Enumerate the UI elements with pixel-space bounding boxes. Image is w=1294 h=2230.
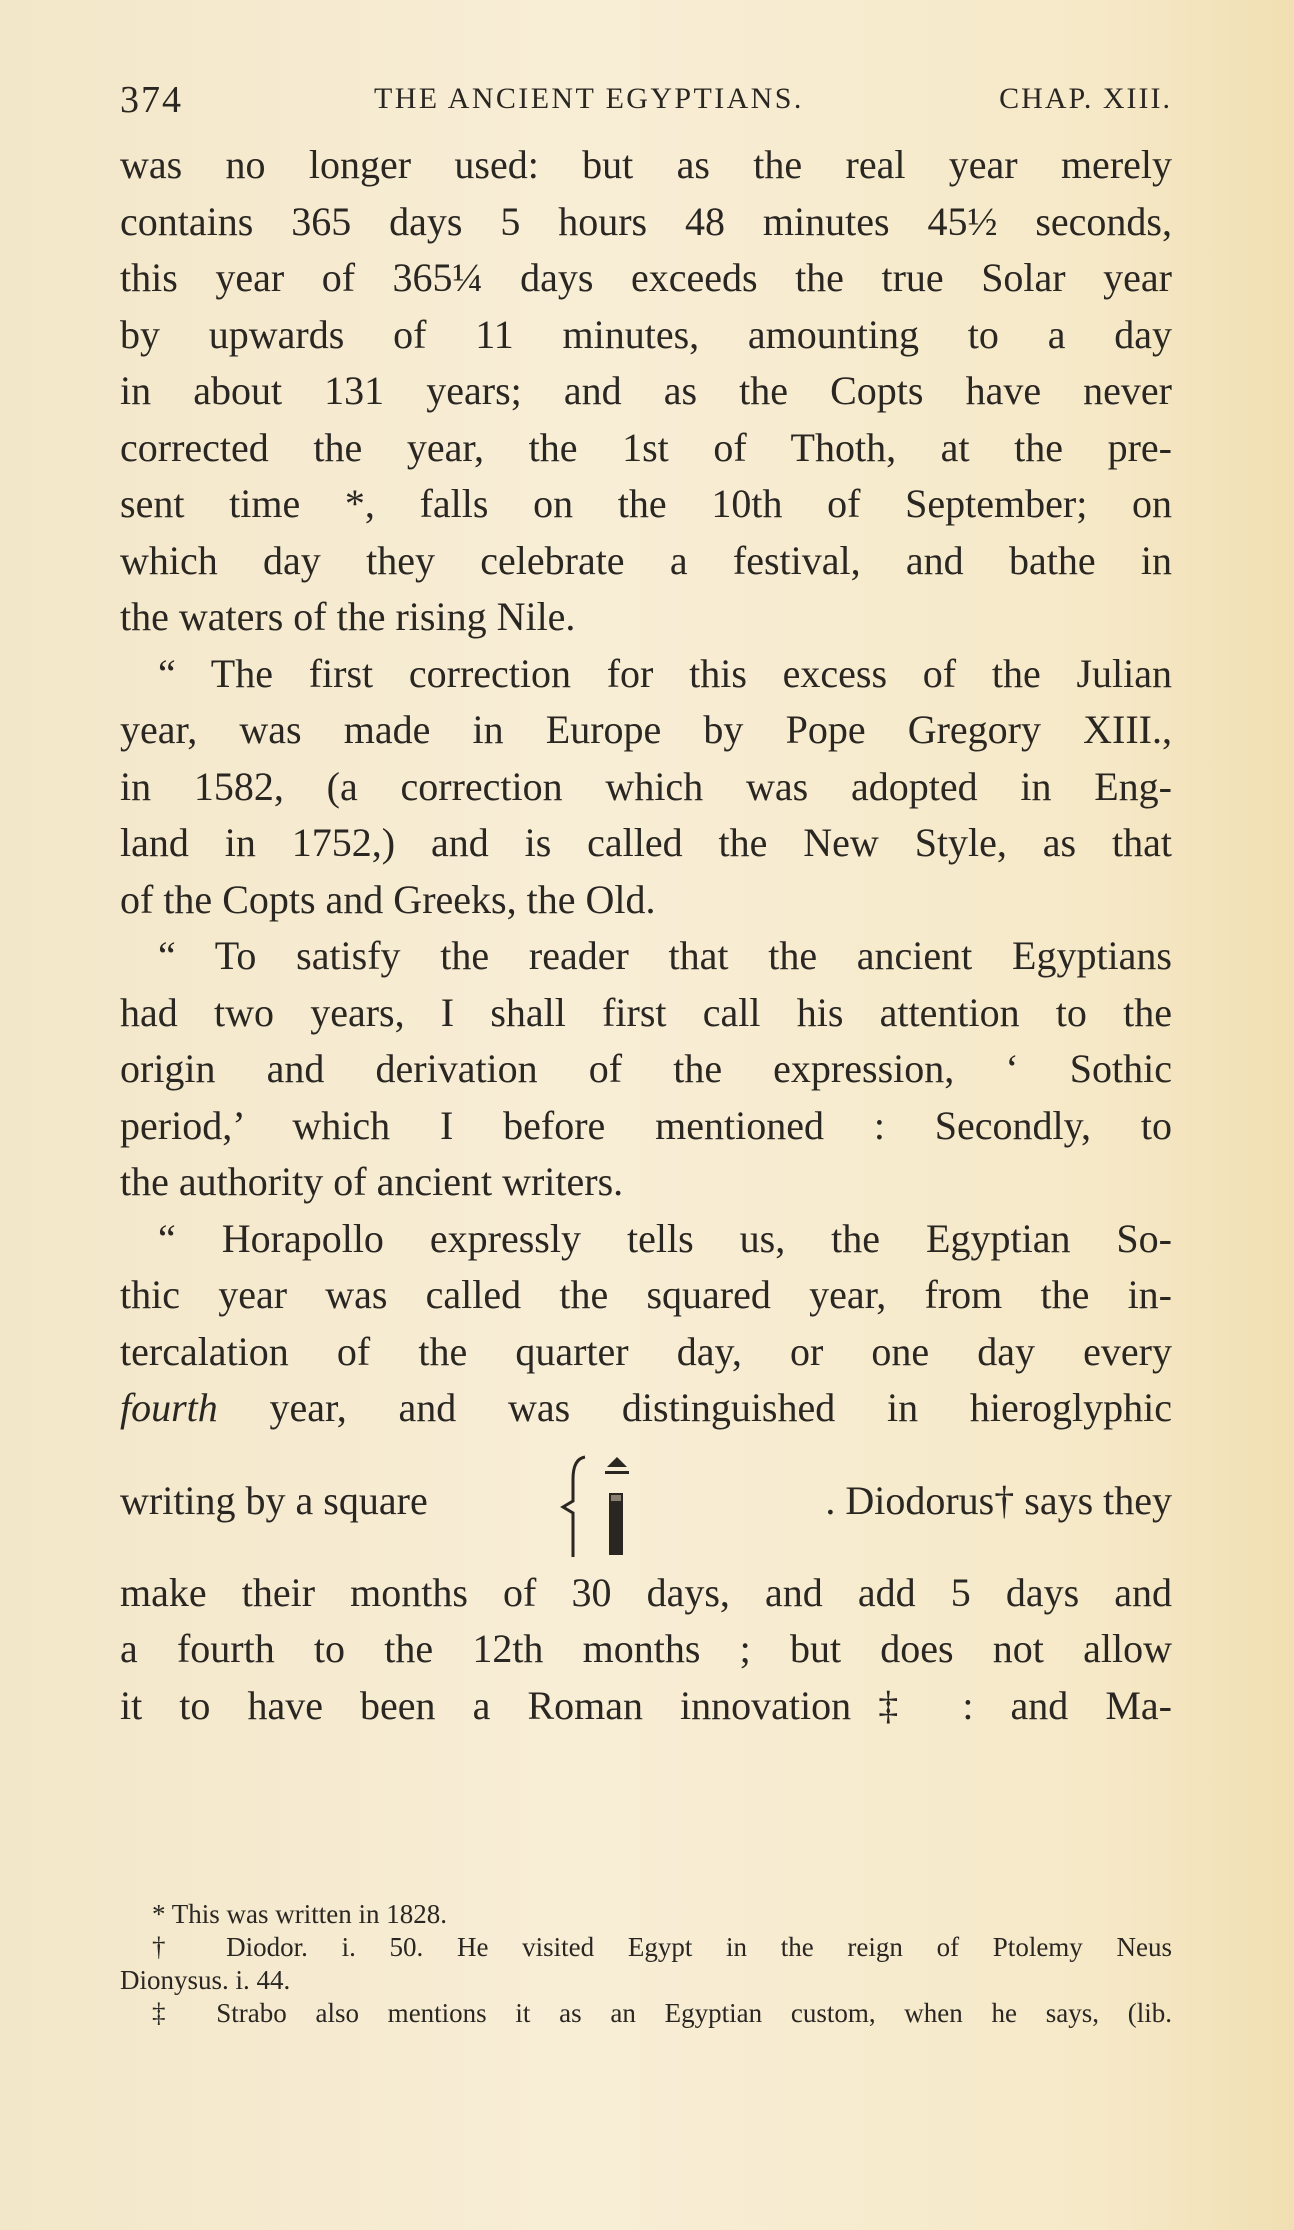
text-line: the authority of ancient writers.	[120, 1159, 624, 1204]
text-line: it to have been a Roman innovation‡ : and Ma-	[120, 1682, 1172, 1728]
text-line: had two years, I shall first call his attention to the	[120, 989, 1172, 1035]
text-line: in 1582, (a correction which was adopted in Eng-	[120, 763, 1172, 809]
running-title: THE ANCIENT EGYPTIANS.	[374, 82, 804, 115]
text-line: in about 131 years; and as the Copts have never	[120, 368, 1172, 413]
text-line-fourth	[120, 1380, 1172, 1437]
text-line: by upwards of 11 minutes, amounting to a day	[120, 311, 1172, 357]
hieroglyph-square-icon	[555, 1449, 665, 1561]
page-number: 374	[120, 79, 183, 121]
running-header	[120, 78, 1172, 128]
footnote-2-cont: Dionysus. i. 44.	[120, 1965, 291, 1995]
hieroglyph-line	[120, 1437, 1172, 1565]
text-line: make their months of 30 days, and add 5 days and	[120, 1569, 1172, 1615]
text-fragment: year, and was distinguished in hieroglyphic	[269, 1385, 1172, 1430]
text-line: the waters of the rising Nile.	[120, 594, 576, 639]
text-line: “ The first correction for this excess of the Julian	[158, 650, 1172, 696]
text-fragment: writing by a square	[120, 1477, 428, 1523]
text-line: year, was made in Europe by Pope Gregory XIII.,	[120, 707, 1172, 752]
text-line: of the Copts and Greeks, the Old.	[120, 876, 656, 922]
text-line: sent time *, falls on the 10th of September; on	[120, 481, 1172, 526]
chapter-label: CHAP. XIII.	[999, 82, 1172, 115]
text-line: origin and derivation of the expression, ‘ Sothic	[120, 1046, 1172, 1091]
text-line: land in 1752,) and is called the New Style, as that	[120, 820, 1172, 865]
text-line: corrected the year, the 1st of Thoth, at the pre-	[120, 424, 1172, 470]
italic-word: fourth	[120, 1385, 218, 1430]
footnote-3: ‡ Strabo also mentions it as an Egyptian custom, when he says, (lib.	[152, 1998, 1172, 2028]
text-line: “ Horapollo expressly tells us, the Egyptian So-	[158, 1215, 1172, 1261]
text-line: tercalation of the quarter day, or one day every	[120, 1328, 1172, 1374]
text-line: was no longer used: but as the real year merely	[120, 142, 1172, 187]
text-line: contains 365 days 5 hours 48 minutes 45½ seconds,	[120, 198, 1172, 244]
text-line: period,’ which I before mentioned : Secondly, to	[120, 1102, 1172, 1148]
footnote-2: † Diodor. i. 50. He visited Egypt in the reign of Ptolemy Neus	[152, 1932, 1172, 1962]
text-line: “ To satisfy the reader that the ancient Egyptians	[158, 933, 1172, 978]
main-text	[120, 137, 1172, 1734]
text-line: a fourth to the 12th months ; but does not allow	[120, 1626, 1172, 1671]
footnote-1: * This was written in 1828.	[152, 1899, 447, 1929]
text-fragment: . Diodorus† says they	[825, 1477, 1172, 1523]
text-line: thic year was called the squared year, from the in-	[120, 1272, 1172, 1317]
footnotes	[120, 1898, 1172, 2030]
text-line: which day they celebrate a festival, and bathe in	[120, 537, 1172, 583]
text-line: this year of 365¼ days exceeds the true Solar year	[120, 255, 1172, 300]
